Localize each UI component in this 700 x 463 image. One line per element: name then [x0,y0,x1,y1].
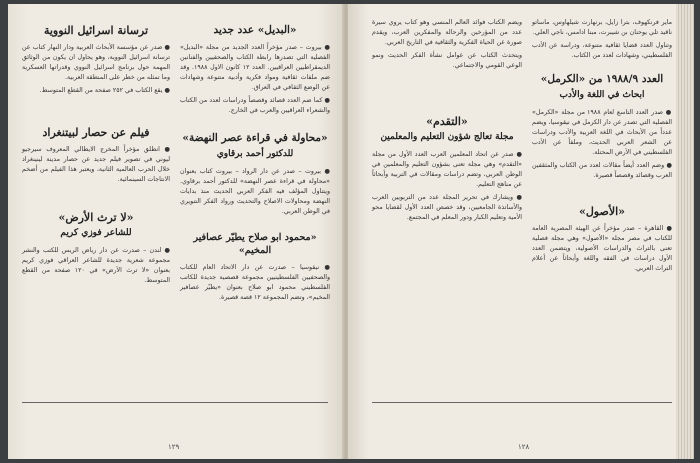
subheading-fawzi-karim: للشاعر فوزي كريم [60,228,132,238]
page-right [348,4,694,459]
paragraph: ● لندن – صدرت عن دار رياض الريس للكتب والنشر مجموعة شعرية جديدة للشاعر العراقي فوزي كريم بعنوان «لا ترث الأرض» في ١٢٠ صفحة من القطع المتوسط. [22,247,171,284]
paragraph: ● القاهرة – صدر مؤخراً عن الهيئة المصرية العامة للكتاب في مصر مجلة «الأصول» وهي مجلة فصلية تعنى بالتراث والدراسات الأصولية، ويتضمن العدد الأول دراسات في الفقه واللغة وأبحاثاً عن أعلام التراث العربي. [532,225,672,272]
page-number-128: ١٢٨ [518,443,530,451]
heading-alkarmel: العدد ١٩٨٨/٩ من «الكرمل» [540,73,664,85]
heading-israel-nuclear: ترسانة اسرائيل النووية [43,24,149,37]
right-page-left-column [372,18,522,226]
paragraph: ● انطلق مؤخراً المخرج الايطالي المعروف سيرجيو ليوني في تصوير فيلم جديد عن حصار مدينة لينينغراد خلال الحرب العالمية الثانية، ويعتبر هذا الفيلم من أضخم الانتاجات السينمائية. [22,146,170,183]
paragraph: ● صدر عن اتحاد المعلمين العرب العدد الأول من مجلة «التقدم» وهي مجلة تعنى بشؤون التعليم والمعلمين في الوطن العربي، وتضم دراسات ومقالات في التربية وأبحاثاً عن مناهج التعليم. [372,151,522,188]
page-edges [676,4,694,459]
paragraph: ماير فرنكهوف، بترا زايل، برنهارت شيلهاوس، ماساتو ناقيد تلي يوحنان بن شيبرت، مبنا ادامس، ناجي العلي. [532,19,672,36]
paragraph: ● صدر العدد التاسع لعام ١٩٨٨ من مجلة «الكرمل» الفصلية التي تصدر عن دار الكرمل في نيقوسيا، ويضم عدداً من الأبحاث في اللغة العربية والأدب ودراسات عن الشعر العربي الحديث، وملفاً عن الأدب الفلسطيني في الأرض المحتلة. [532,109,672,156]
heading-altaqaddum: «التقدم» [426,115,468,128]
book-spread [8,4,694,459]
paragraph: ● ويشارك في تحرير المجلة عدد من التربويين العرب والأساتذة الجامعيين، وقد خصص العدد الأول لقضايا محو الأمية وتعليم الكبار ودور المعلم في المجتمع. [372,194,522,221]
footer-rule [22,402,328,403]
paragraph: ● بيروت – صدر عن دار الرواد – بيروت كتاب بعنوان «محاولة في قراءة عصر النهضة» للدكتور أحمد برقاوي. ويتناول المؤلف فيه الفكر العربي الحديث منذ بدايات النهضة ومحاولات الاصلاح والتحديث ورواد الفكر التنويري في الوطن العربي. [180,168,330,215]
heading-alusul: «الأصول» [578,205,626,218]
paragraph: ● بيروت – صدر مؤخراً العدد الجديد من مجلة «البديل» الفصلية التي تصدرها رابطة الكتاب والصحفيين والفنانين الديمقراطيين العراقيين. العدد ١٢ كانون الاول ١٩٨٨. وقد ضم ملفات ثقافية ومواد فكرية وأدبية متنوعة وشهادات عن الوضع الثقافي في العراق. [180,44,330,91]
subheading-barqawi: للدكتور أحمد برقاوي [216,149,294,159]
paragraph: ويضم الكتاب فوائد العالم المنسي وهو كتاب يروي سيرة عدد من المؤرخين والرحالة والمفكرين العرب، ويقدم صورة عن الحياة الفكرية والثقافية في التاريخ العربي. [372,19,522,46]
subheading-language-literature: ابحاث في اللغة والأدب [559,90,645,100]
paragraph: ● وضم العدد أيضاً مقالات لعدد من الكتاب والمثقفين العرب وقصائد وقصصاً قصيرة. [532,162,672,179]
right-page-right-column [532,18,672,277]
paragraph: ● يقع الكتاب في ٢٥٢ صفحة من القطع المتوسط. [39,87,170,94]
heading-albadil: «البديل» عدد جديد [213,24,297,36]
left-page-right-column [180,18,330,306]
heading-fawzi-karim: «لا ترث الأرض» [58,211,134,224]
left-page-left-column [22,18,170,289]
heading-nahda-reading: «محاولة في قراءة عصر النهضة» [182,132,328,144]
paragraph: وتناول العدد قضايا ثقافية متنوعة، ودراسة عن الأدب الفلسطيني، وشهادات لعدد من الكتاب. [532,42,672,59]
page-left [8,4,344,459]
heading-abu-salah: «محمود ابو صلاح يطيّر عصافير المخيم» [193,232,317,256]
subheading-education: مجلة تعالج شؤون التعليم والمعلمين [380,132,514,142]
page-number-129: ١٢٩ [168,443,180,451]
paragraph: ويتحدث الكتاب عن عوامل نشأة الفكر الحديث ونمو الوعي القومي والاجتماعي. [372,52,522,69]
paragraph: ● صدر عن مؤسسة الأبحاث العربية ودار النهار كتاب عن ترسانة اسرائيل النووية، وهو يحاول ان يكون من الوثائق المهمة حول برنامج اسرائيل النووي وقدراتها العسكرية وما تمثله من خطر على المنطقة العربية. [22,44,170,81]
footer-rule [372,402,672,403]
heading-leningrad-film: فيلم عن حصار لبيتنغراد [42,126,150,139]
paragraph: ● كما ضم العدد قصائد وقصصاً ودراسات لعدد من الكتاب والشعراء العراقيين والعرب في الخارج. [180,97,330,114]
paragraph: ● نيقوسيا – صدرت عن دار الاتحاد العام للكتاب والصحفيين الفلسطينيين مجموعة قصصية جديدة للكاتب الفلسطيني محمود ابو صلاح بعنوان «يطيّر عصافير المخيم»، وتضم المجموعة ١٢ قصة قصيرة. [180,264,330,301]
